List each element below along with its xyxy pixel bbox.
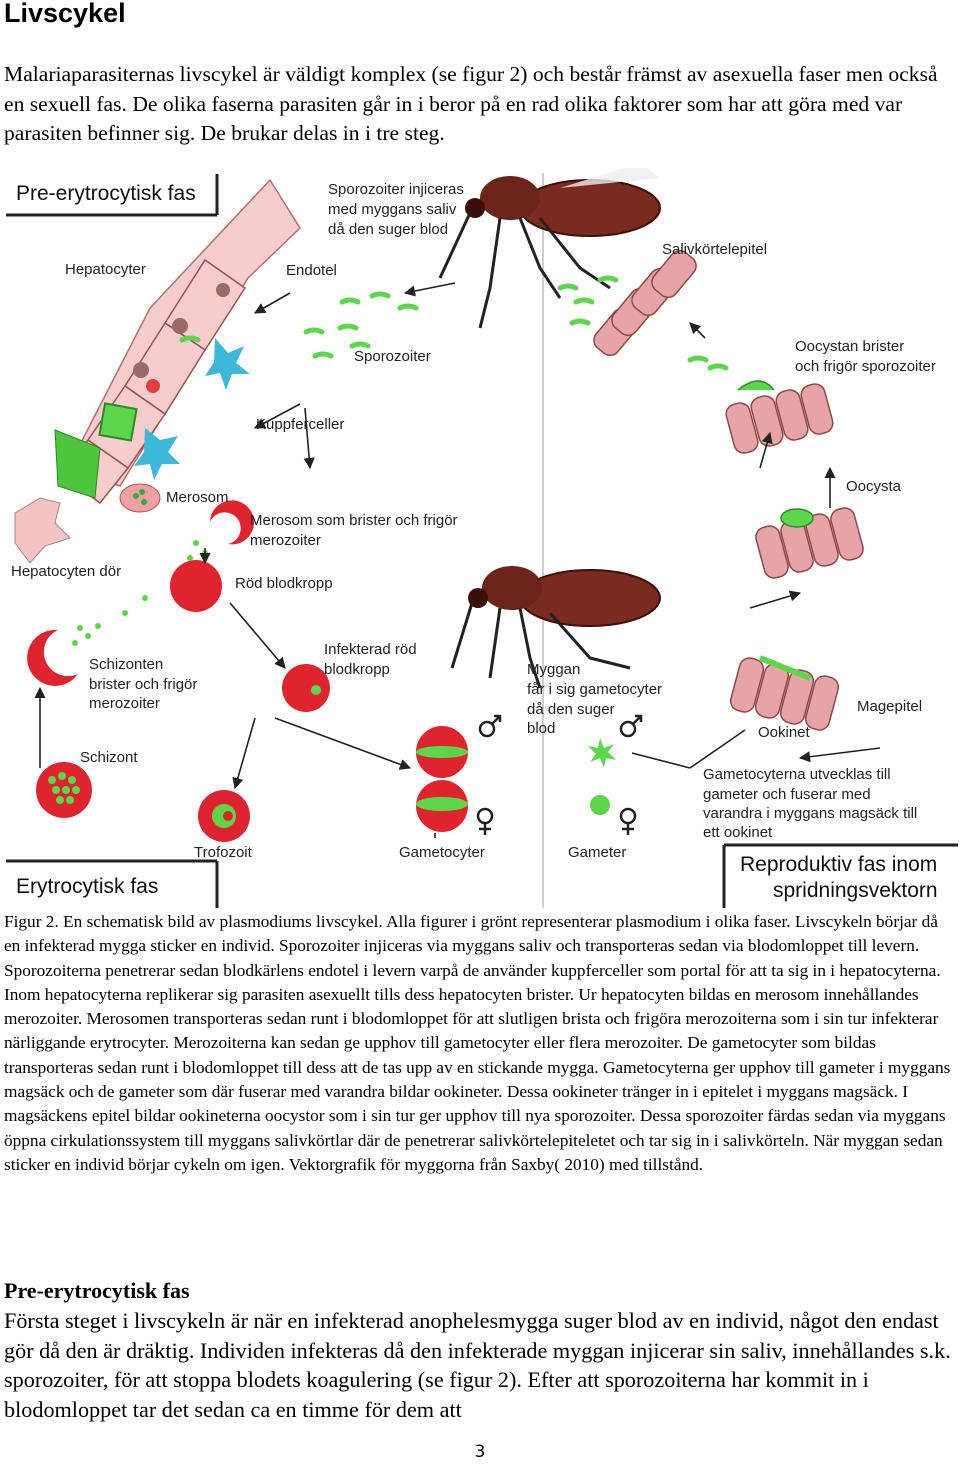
life-cycle-figure [0, 168, 960, 908]
label-hepatocyter: Hepatocyter [65, 261, 146, 278]
label-oocystan-1: Oocystan brister [795, 338, 905, 355]
liver-tissue [15, 180, 300, 563]
midgut-epithelium-top [724, 381, 835, 455]
label-infekterad-2: blodkropp [324, 661, 390, 678]
label-gametocyterna-4: ett ookinet [703, 824, 773, 841]
label-hepatocyten-dor: Hepatocyten dör [11, 563, 122, 580]
label-schizont: Schizont [80, 749, 138, 766]
label-schizonten-1: Schizonten [89, 656, 164, 673]
label-myggan-2: får i sig gametocyter [527, 681, 663, 698]
salivary-gland-epithelium [590, 247, 700, 360]
label-gametocyterna-1: Gametocyterna utvecklas till [703, 766, 891, 783]
label-gametocyterna-2: gameter och fuserar med [703, 786, 871, 803]
label-oocysta: Oocysta [846, 478, 902, 495]
phase-label-repro-2: spridningsvektorn [773, 879, 938, 902]
label-schizonten-2: brister och frigör [89, 676, 198, 693]
label-gametocyterna-3: varandra i myggans magsäck till [703, 805, 918, 822]
label-kuppferceller: Kuppferceller [256, 416, 345, 433]
section-title: Pre-erytrocytisk fas [4, 1278, 190, 1303]
figure-caption: Figur 2. En schematisk bild av plasmodiums livscykel. Alla figurer i grönt representerar plasmodium i olika faser. Livscykeln börjar då en infekterad mygga sticker en individ. Sporozoiter injiceras via myggans saliv och transporteras sedan via blodomloppet till levern. Sporozoiterna penetrerar sedan blodkärlens endotel i levern varpå de använder kuppferceller som portal för att ta sig in i hepatocyterna. Inom hepatocyterna replikerar sig parasiten asexuellt tills dess hepatocyten brister. Ur hepatocyten bildas en merosom innehållandes merozoiter. Merosomen transporteras sedan runt i blodomloppet för att slutligen brista och frigöra merozoiterna som i sin tur infekterar närliggande erytrocyter. Merozoiterna kan sedan ge upphov till gametocyter eller flera merozoiter. De gametocyter som bildas transporteras sedan runt i blodomloppet till dess att de tas upp av en stickande mygga. Gametocyterna ger upphov till gameter i myggans magsäck och de gameter som där fuserar med varandra bildar ookineter. Dessa ookineter tränger in i epitelet i myggans magsäck. I magsäckens epitel bildar ookineterna oocystor som i sin tur ger upphov till nya sporozoiter. Dessa sporozoiter färdas sedan via myggans öppna cirkulationssystem till myggans salivkörtlar där de penetrerar salivkörtelepiteletet och tar sig in i salivkörteln. När myggan sedan sticker en individ börjar cykeln om igen. Vektorgrafik för myggorna från Saxby( 2010) med tillstånd. [4, 912, 951, 1174]
label-infekterad-1: Infekterad röd [324, 641, 417, 658]
label-merosom-brister-2: merozoiter [250, 532, 321, 549]
label-magepitel: Magepitel [857, 698, 923, 715]
label-merosom: Merosom [166, 489, 229, 506]
phase-box-erytrocytisk [6, 861, 217, 908]
label-schizonten-3: merozoiter [89, 695, 160, 712]
label-sporozoiter-injiceras-3: då den suger blod [328, 221, 449, 238]
phase-label-pre: Pre-erytrocytisk fas [16, 182, 196, 205]
label-myggan-3: då den suger [527, 701, 615, 718]
label-rod-blodkropp: Röd blodkropp [235, 575, 333, 592]
label-sporozoiter-injiceras-2: med myggans saliv [328, 201, 457, 218]
phase-box-reproduktiv [724, 845, 958, 908]
label-sporozoiter-injiceras-1: Sporozoiter injiceras [328, 181, 464, 198]
label-gameter: Gameter [568, 844, 627, 861]
phase-label-repro-1: Reproduktiv fas inom [740, 853, 938, 876]
phase-label-ery: Erytrocytisk fas [16, 875, 159, 898]
label-trofozoit: Trofozoit [194, 844, 252, 861]
sex-symbols [478, 716, 641, 835]
section-body: Första steget i livscykeln är när en infekterad anophelesmygga suger blod av en individ, något den endast gör då den är dräktig. Individen infekteras då den infekterade myggan injicerar sin saliv, innehållandes s.k. sporozoiter, för att stoppa blodets koagulering (se figur 2). Efter att sporozoiterna har kommit in i blodomloppet tar det sedan ca en timme för dem att [4, 1308, 951, 1422]
page-heading: Livscykel [4, 0, 126, 28]
midgut-epithelium-ookinet [728, 656, 840, 732]
page-number: 3 [474, 1442, 486, 1462]
label-endotel: Endotel [286, 262, 337, 279]
label-myggan-4: blod [527, 720, 556, 737]
label-sporozoiter: Sporozoiter [354, 348, 431, 365]
phase-box-pre-erytrocytisk [6, 174, 217, 215]
label-ookinet: Ookinet [758, 724, 810, 741]
midgut-epithelium-oocysta [754, 506, 866, 580]
label-myggan-1: Myggan [527, 661, 581, 678]
label-salivkortelepitel: Salivkörtelepitel [662, 241, 768, 258]
label-gametocyter: Gametocyter [399, 844, 485, 861]
intro-paragraph: Malariaparasiternas livscykel är väldigt komplex (se figur 2) och består främst av asexuella faser men också en sexuell fas. De olika faserna parasiten går in i beror på en rad olika faktorer som har att göra med var parasiten befinner sig. De brukar delas in i tre steg. [4, 62, 938, 145]
label-merosom-brister-1: Merosom som brister och frigör [250, 512, 458, 529]
label-oocystan-2: och frigör sporozoiter [795, 358, 936, 375]
